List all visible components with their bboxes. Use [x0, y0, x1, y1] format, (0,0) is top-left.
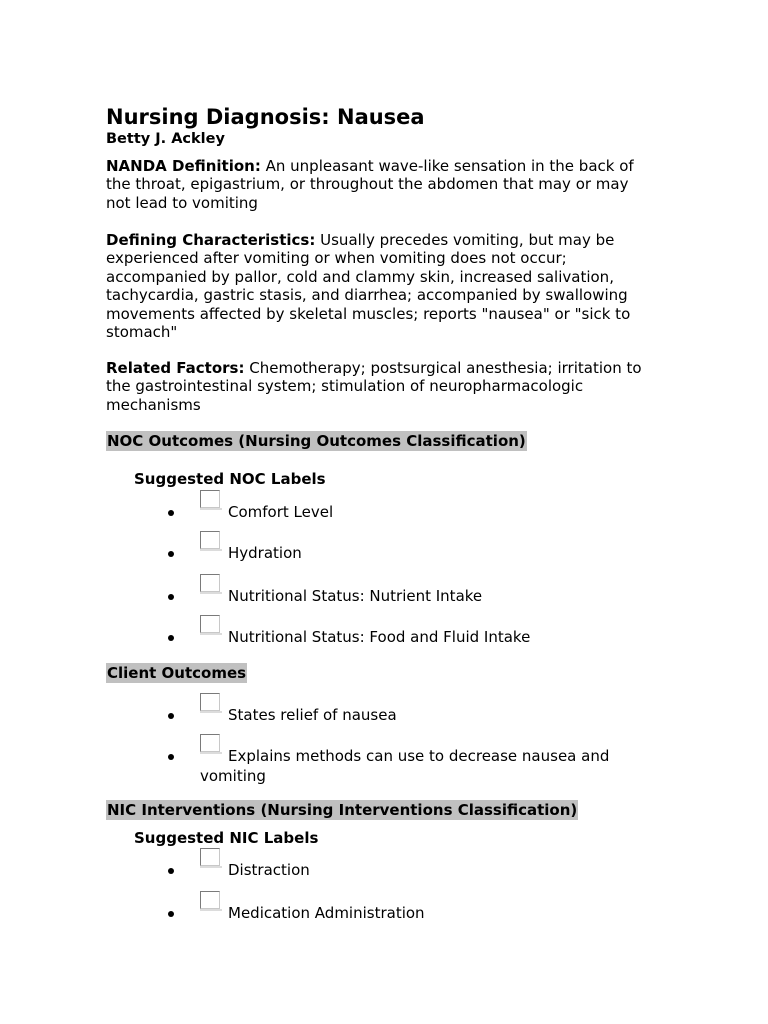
checkbox[interactable]	[200, 490, 220, 508]
defining-text: Usually precedes vomiting, but may be experienced after vomiting or when vomiting does not occur; accompanied by pallor, cold and clammy skin, increased salivation, tachycardia, gastric stasis, and diarrhea; accompanied by swallowing movements affected by skeletal muscles; reports "nausea" or "sick to stomach"	[106, 231, 631, 342]
author-name: Betty J. Ackley	[106, 131, 225, 147]
checkbox[interactable]	[200, 891, 220, 909]
nanda-text: An unpleasant wave-like sensation in the back of the throat, epigastrium, or throughout the abdomen that may or may not lead to vomiting	[106, 157, 634, 212]
noc-item-label: Nutritional Status: Food and Fluid Intake	[228, 628, 531, 646]
checkbox[interactable]	[200, 531, 220, 549]
client-item-label: Explains methods can use to decrease nausea and vomiting	[200, 747, 610, 785]
bullet-icon	[168, 551, 174, 557]
client-item-label: States relief of nausea	[228, 706, 397, 724]
bullet-icon	[168, 754, 174, 760]
noc-item-label: Comfort Level	[228, 503, 334, 521]
checkbox[interactable]	[200, 848, 220, 866]
related-factors	[106, 359, 646, 414]
noc-subheading: Suggested NOC Labels	[134, 470, 326, 488]
related-label: Related Factors:	[106, 359, 245, 377]
bullet-icon	[168, 510, 174, 516]
defining-label: Defining Characteristics:	[106, 231, 316, 249]
checkbox[interactable]	[200, 693, 220, 711]
nanda-label: NANDA Definition:	[106, 157, 261, 175]
bullet-icon	[168, 594, 174, 600]
noc-item-label: Hydration	[228, 544, 302, 562]
bullet-icon	[168, 635, 174, 641]
client-outcomes-heading: Client Outcomes	[107, 664, 247, 682]
checkbox[interactable]	[200, 615, 220, 633]
bullet-icon	[168, 868, 174, 874]
defining-characteristics	[106, 231, 646, 341]
checkbox[interactable]	[200, 574, 220, 592]
nic-item-label: Medication Administration	[228, 904, 425, 922]
page-title: Nursing Diagnosis: Nausea	[106, 105, 425, 129]
nic-item-label: Distraction	[228, 861, 310, 879]
bullet-icon	[168, 713, 174, 719]
nic-subheading: Suggested NIC Labels	[134, 829, 319, 847]
related-text: Chemotherapy; postsurgical anesthesia; irritation to the gastrointestinal system; stimulation of neuropharmacologic mechanisms	[106, 359, 642, 414]
bullet-icon	[168, 911, 174, 917]
nanda-definition	[106, 157, 646, 212]
noc-item-label: Nutritional Status: Nutrient Intake	[228, 587, 483, 605]
noc-heading: NOC Outcomes (Nursing Outcomes Classification)	[107, 432, 526, 450]
nic-heading: NIC Interventions (Nursing Interventions Classification)	[107, 801, 578, 819]
